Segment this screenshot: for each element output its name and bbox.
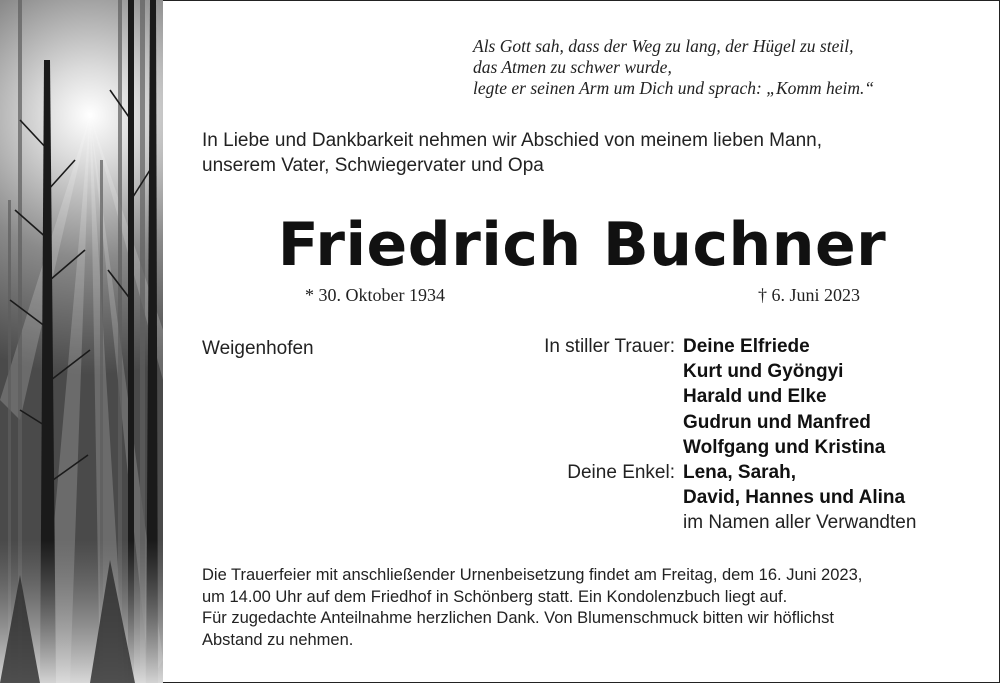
ceremony-info: [202, 565, 977, 651]
death-date: † 6. Juni 2023: [757, 285, 860, 305]
intro-text: [202, 128, 972, 178]
family-member: Harald und Elke: [683, 386, 827, 408]
footer-line: Abstand zu nehmen.: [202, 630, 354, 649]
family-member: Gudrun und Manfred: [683, 411, 871, 433]
deceased-name: Friedrich Buchner: [277, 210, 887, 280]
quote-line: Als Gott sah, dass der Weg zu lang, der Hügel zu steil,: [473, 36, 854, 56]
mourning-label: In stiller Trauer:: [544, 336, 675, 357]
poem-quote: [473, 36, 983, 99]
grandchildren-label: Deine Enkel:: [567, 462, 675, 484]
grandchild: Lena, Sarah,: [683, 462, 796, 484]
place-name: Weigenhofen: [202, 338, 314, 359]
intro-line: unserem Vater, Schwiegervater und Opa: [202, 155, 544, 176]
footer-line: Für zugedachte Anteilnahme herzlichen Dank. Von Blumenschmuck bitten wir höflichst: [202, 609, 834, 627]
birth-date: * 30. Oktober 1934: [305, 285, 445, 305]
quote-line: das Atmen zu schwer wurde,: [473, 57, 672, 77]
quote-line: legte er seinen Arm um Dich und sprach: „Komm heim.“: [473, 78, 875, 98]
mourners-list: [470, 334, 980, 536]
family-member: Deine Elfriede: [683, 336, 810, 357]
forest-photo: [0, 0, 163, 683]
life-dates: [305, 285, 860, 309]
relatives-closing: im Namen aller Verwandten: [683, 512, 917, 534]
family-member: Wolfgang und Kristina: [683, 436, 886, 458]
footer-line: Die Trauerfeier mit anschließender Urnenbeisetzung findet am Freitag, dem 16. Juni 2023,: [202, 566, 863, 584]
grandchild: David, Hannes und Alina: [683, 487, 906, 509]
intro-line: In Liebe und Dankbarkeit nehmen wir Abschied von meinem lieben Mann,: [202, 130, 822, 151]
footer-line: um 14.00 Uhr auf dem Friedhof in Schönberg statt. Ein Kondolenzbuch liegt auf.: [202, 587, 788, 606]
family-member: Kurt und Gyöngyi: [683, 361, 844, 383]
